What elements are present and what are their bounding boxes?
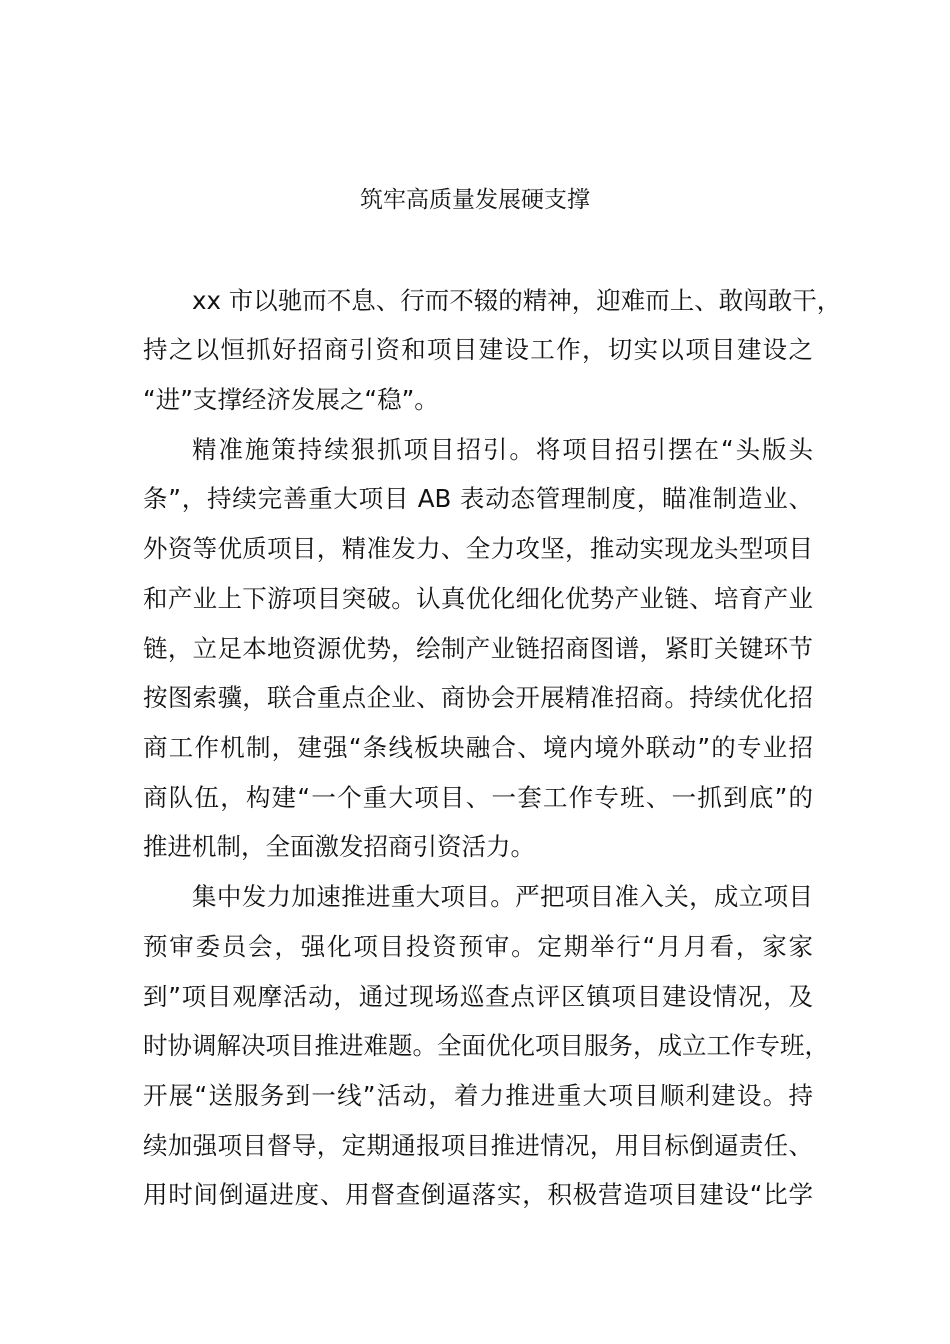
body-line: 续加强项目督导，定期通报项目推进情况，用目标倒逼责任、	[143, 1131, 813, 1160]
body-line: 商工作机制，建强“条线板块融合、境内境外联动”的专业招	[143, 733, 813, 762]
body-line: 预审委员会，强化项目投资预审。定期举行“月月看，家家	[143, 932, 813, 961]
body-line: 按图索骥，联合重点企业、商协会开展精准招商。持续优化招	[143, 683, 813, 712]
body-line: 开展“送服务到一线”活动，着力推进重大项目顺利建设。持	[143, 1081, 813, 1110]
body-line: 时协调解决项目推进难题。全面优化项目服务，成立工作专班，	[143, 1031, 829, 1060]
body-line: 用时间倒逼进度、用督查倒逼落实，积极营造项目建设“比学	[143, 1180, 813, 1209]
body-line: 持之以恒抓好招商引资和项目建设工作，切实以项目建设之	[143, 335, 813, 364]
body-line: 推进机制，全面激发招商引资活力。	[143, 832, 535, 861]
body-line: xx 市以驰而不息、行而不辍的精神，迎难而上、敢闯敢干，	[192, 286, 842, 315]
body-line: “进”支撑经济发展之“稳”。	[143, 385, 439, 414]
document-title: 筑牢高质量发展硬支撑	[360, 187, 590, 213]
body-line: 和产业上下游项目突破。认真优化细化优势产业链、培育产业	[143, 584, 813, 613]
body-line: 外资等优质项目，精准发力、全力攻坚，推动实现龙头型项目	[143, 534, 813, 563]
body-line: 到”项目观摩活动，通过现场巡查点评区镇项目建设情况，及	[143, 982, 813, 1011]
body-line: 商队伍，构建“一个重大项目、一套工作专班、一抓到底”的	[143, 783, 813, 812]
body-line: 条”，持续完善重大项目 AB 表动态管理制度，瞄准制造业、	[143, 484, 813, 513]
body-line: 精准施策持续狠抓项目招引。将项目招引摆在“头版头	[192, 435, 813, 464]
body-line: 链，立足本地资源优势，绘制产业链招商图谱，紧盯关键环节	[143, 634, 813, 663]
body-line: 集中发力加速推进重大项目。严把项目准入关，成立项目	[192, 882, 813, 911]
